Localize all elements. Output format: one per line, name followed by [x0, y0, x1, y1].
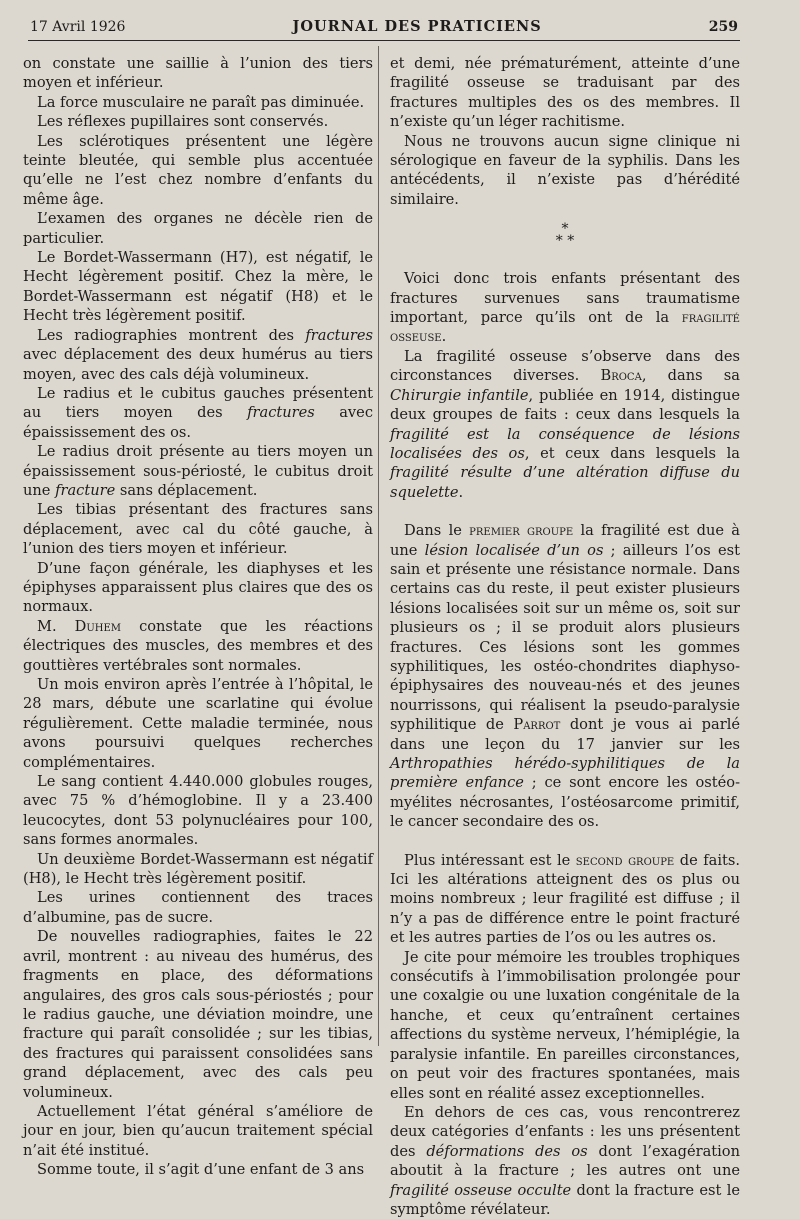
paragraph: Le radius droit présente au tiers moyen un épaississement sous-périosté, le cubitus droit une fracture sans déplacement.	[23, 443, 373, 499]
section-separator	[390, 221, 740, 250]
header-date: 17 Avril 1926	[30, 19, 126, 35]
separator-bottom: * *	[555, 233, 575, 250]
paragraph: Les urines contiennent des traces d’albumine, pas de sucre.	[23, 889, 373, 926]
page-header	[30, 18, 738, 38]
column-divider	[378, 46, 379, 1046]
paragraph: La force musculaire ne paraît pas diminuée.	[37, 93, 365, 111]
paragraph: L’examen des organes ne décèle rien de particulier.	[23, 210, 373, 247]
paragraph: Le radius et le cubitus gauches présentent au tiers moyen des fractures avec épaississement des os.	[23, 384, 373, 441]
paragraph: Voici donc trois enfants présentant des fractures survenues sans traumatisme important, parce qu’ils ont de la fragilité osseuse.	[390, 270, 740, 346]
paragraph: Un deuxième Bordet-Wassermann est négatif (H8), le Hecht très légèrement positif.	[23, 850, 373, 888]
paragraph: M. Duhem constate que les réactions électriques des muscles, des membres et des gouttières vertébrales sont normales.	[23, 617, 373, 674]
paragraph: Je cite pour mémoire les troubles trophiques consécutifs à l’immobilisation prolongée pour une coxalgie ou une luxation congénitale de la hanche, et ceux qu’entraînent certaines affections du système nerveux, l’hémiplégie, la paralysie infantile. En pareilles circonstances, on peut voir des fractures spontanées, mais elles sont en réalité assez exceptionnelles.	[390, 948, 740, 1102]
paragraph: Les sclérotiques présentent une légère teinte bleutée, qui semble plus accentuée qu’elle ne l’est chez nombre d’enfants du même âge.	[23, 132, 373, 208]
left-column	[23, 54, 373, 1180]
paragraph: Un mois environ après l’entrée à l’hôpital, le 28 mars, débute une scarlatine qui évolue régulièrement. Cette maladie terminée, nous avons poursuivi quelques recherches complémentaires.	[23, 676, 373, 771]
paragraph: D’une façon générale, les diaphyses et les épiphyses apparaissent plus claires que des os normaux.	[23, 559, 373, 616]
paragraph: on constate une saillie à l’union des tiers moyen et inférieur.	[23, 55, 373, 92]
paragraph: Plus intéressant est le second groupe de faits. Ici les altérations atteignent des os plus ou moins nombreux ; leur fragilité est diffuse ; il n’y a pas de différence entre le point fracturé et les autres parties de l’os ou les autres os.	[390, 851, 740, 947]
right-column	[390, 54, 740, 1219]
paragraph: De nouvelles radiographies, faites le 22 avril, montrent : au niveau des humérus, des fragments en place, des déformations angulaires, des gros cals sous-périostés ; pour le radius gauche, une déviation moindre, une fracture qui paraît consolidée ; sur les tibias, des fractures qui paraissent consolidées sans grand déplacement, avec des cals peu volumineux.	[23, 928, 373, 1101]
paragraph: Le Bordet-Wassermann (H7), est négatif, le Hecht légèrement positif. Chez la mère, le Bordet-Wassermann est négatif (H8) et le Hecht très légèrement positif.	[23, 249, 373, 325]
paragraph: et demi, née prématurément, atteinte d’une fragilité osseuse se traduisant par des fractures multiples des os des membres. Il n’existe qu’un léger rachitisme.	[390, 55, 740, 131]
journal-title: JOURNAL DES PRATICIENS	[292, 18, 542, 35]
paragraph: Les réflexes pupillaires sont conservés.	[37, 113, 329, 131]
page-number: 259	[708, 19, 738, 35]
paragraph: Les tibias présentant des fractures sans déplacement, avec cal du côté gauche, à l’union des tiers moyen et inférieur.	[23, 501, 373, 558]
separator-top: *	[561, 221, 569, 238]
paragraph: Somme toute, il s’agit d’une enfant de 3 ans	[37, 1161, 365, 1179]
paragraph: Le sang contient 4.440.000 globules rouges, avec 75 % d’hémoglobine. Il y a 23.400 leucocytes, dont 53 polynucléaires pour 100, sans formes anormales.	[23, 773, 373, 849]
paragraph: En dehors de ces cas, vous rencontrerez deux catégories d’enfants : les uns présentent des déformations des os dont l’exagération aboutit à la fracture ; les autres ont une fragilité osseuse occulte dont la fracture est le symptôme révélateur.	[390, 1103, 740, 1218]
paragraph: La fragilité osseuse s’observe dans des circonstances diverses. Broca, dans sa Chirurgie infantile, publiée en 1914, distingue deux groupes de faits : ceux dans lesquels la fragilité est la conséquence de lésions localisées des os, et ceux dans lesquels la fragilité résulte d’une altération diffuse du squelette.	[390, 347, 740, 501]
paragraph: Dans le premier groupe la fragilité est due à une lésion localisée d’un os ; ailleurs l’os est sain et présente une résistance normale. Dans certains cas du reste, il peut exister plusieurs lésions localisées soit sur un même os, soit sur plusieurs os ; il se produit alors plusieurs fractures. Ces lésions sont les gommes syphilitiques, les ostéo-chondrites diaphyso-épiphysaires des nouveau-nés et des jeunes nourrissons, qui réalisent la pseudo-paralysie syphilitique de Parrot dont je vous ai parlé dans une leçon du 17 janvier sur les Arthropathies hérédo-syphilitiques de la première enfance ; ce sont encore les ostéo-myélites nécrosantes, l’ostéosarcome primitif, le cancer secondaire des os.	[390, 522, 741, 831]
paragraph: Les radiographies montrent des fractures avec déplacement des deux humérus au tiers moyen, avec des cals déjà volumineux.	[23, 326, 373, 383]
paragraph: Nous ne trouvons aucun signe clinique ni sérologique en faveur de la syphilis. Dans les antécédents, il n’existe pas d’hérédité similaire.	[390, 132, 740, 208]
paragraph: Actuellement l’état général s’améliore de jour en jour, bien qu’aucun traitement spécial n’ait été institué.	[23, 1102, 373, 1159]
header-rule	[28, 40, 740, 41]
